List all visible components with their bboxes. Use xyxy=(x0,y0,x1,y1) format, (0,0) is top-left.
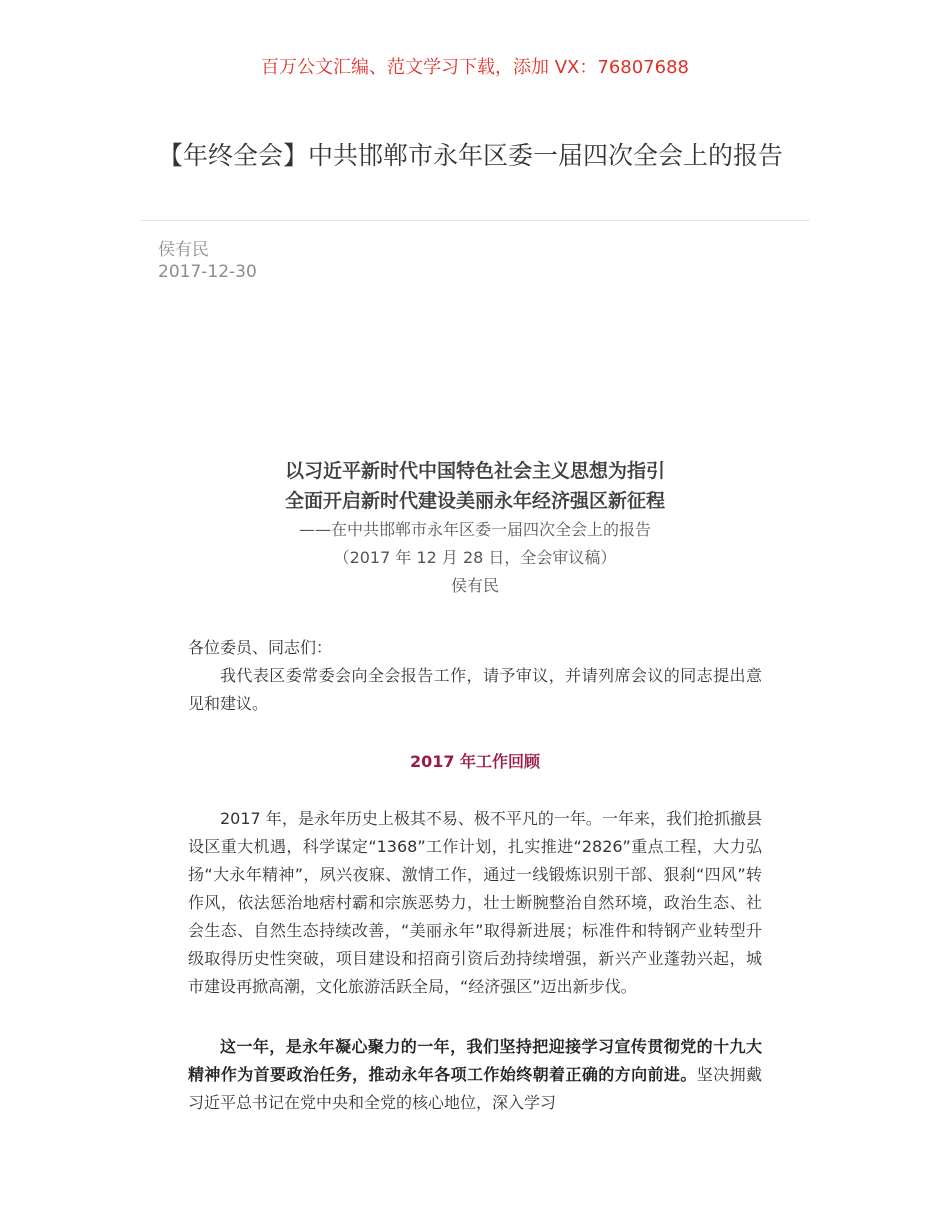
paragraph-2-text xyxy=(188,1033,762,1117)
section-heading: 2017 年工作回顾 xyxy=(409,752,541,771)
paragraph-2-lead: 这一年，是永年凝心聚力的一年，我们坚持把迎接学习宣传贯彻党的十九大精神作为首要政治任务，推动永年各项工作始终朝着正确的方向前进。 xyxy=(188,1037,762,1084)
intro-paragraph xyxy=(188,662,762,718)
paragraph-1 xyxy=(188,805,762,1001)
paragraph-1-text: 2017 年，是永年历史上极其不易、极不平凡的一年。一年来，我们抢抓撤县设区重大机遇，科学谋定“1368”工作计划，扎实推进“2826”重点工程，大力弘扬“大永年精神”，夙兴夜寐、激情工作，通过一线锻炼识别干部、狠刹“四风”转作风，依法惩治地痞村霸和宗族恶势力，壮士断腕整治自然环境，政治生态、社会生态、自然生态持续改善，“美丽永年”取得新进展；标准件和特钢产业转型升级取得历史性突破，项目建设和招商引资后劲持续增强，新兴产业蓬勃兴起，城市建设再掀高潮，文化旅游活跃全局，“经济强区”迈出新步伐。 xyxy=(188,809,762,996)
intro-text: 我代表区委常委会向全会报告工作，请予审议，并请列席会议的同志提出意见和建议。 xyxy=(188,666,762,713)
article-title: 【年终全会】中共邯郸市永年区委一届四次全会上的报告 xyxy=(158,141,784,170)
report-heading-block xyxy=(0,456,950,600)
report-title-line-2: 全面开启新时代建设美丽永年经济强区新征程 xyxy=(284,490,665,512)
article-meta xyxy=(158,239,257,283)
report-title-line-1: 以习近平新时代中国特色社会主义思想为指引 xyxy=(284,460,665,482)
article-author: 侯有民 xyxy=(158,240,209,260)
article-date: 2017-12-30 xyxy=(158,262,257,282)
promo-banner: 百万公文汇编、范文学习下载，添加 VX：76807688 xyxy=(261,57,689,78)
paragraph-2 xyxy=(188,1033,762,1117)
title-divider xyxy=(140,220,810,221)
report-subtitle: ——在中共邯郸市永年区委一届四次全会上的报告 xyxy=(298,520,651,539)
report-speaker: 侯有民 xyxy=(450,576,499,595)
paragraph-2-rest: 坚决拥戴习近平总书记在党中央和全党的核心地位，深入学习 xyxy=(188,1065,762,1112)
report-date-note: （2017 年 12 月 28 日，全会审议稿） xyxy=(333,548,617,567)
greeting-text: 各位委员、同志们： xyxy=(188,638,333,657)
greeting xyxy=(188,634,762,662)
